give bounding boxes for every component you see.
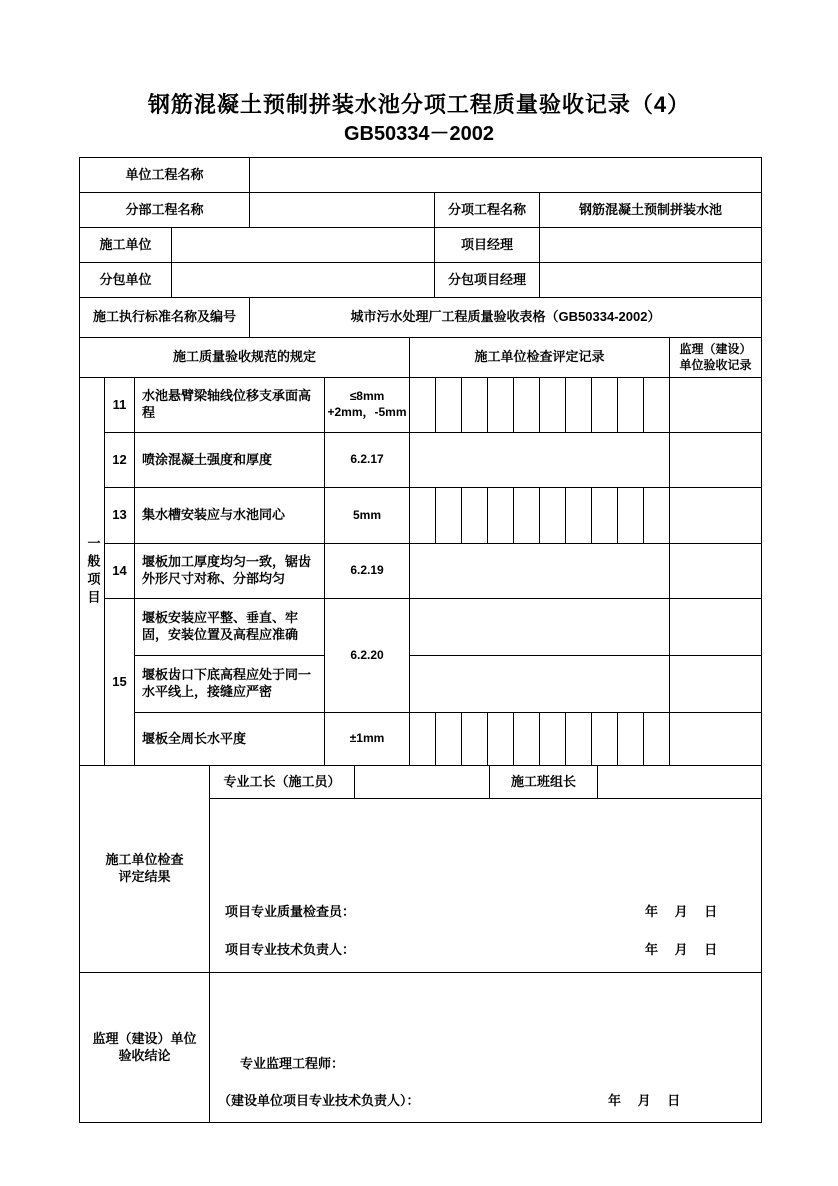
check-cell[interactable] — [644, 488, 669, 543]
item-11-tolerance-line1: ≤8mm — [349, 389, 385, 404]
check-cell[interactable] — [540, 378, 566, 432]
item-15c-tolerance: ±1mm — [325, 713, 410, 766]
technical-director-date: 年 月 日 — [645, 942, 718, 957]
check-cell[interactable] — [462, 713, 488, 765]
check-cell[interactable] — [592, 378, 618, 432]
supervision-engineer-label: 专业监理工程师： — [240, 1056, 345, 1071]
item-14-number: 14 — [105, 544, 135, 599]
item-15a-description: 堰板安装应平整、垂直、牢固，安装位置及高程应准确 — [135, 599, 325, 656]
unit-project-label: 单位工程名称 — [80, 158, 250, 193]
check-cell[interactable] — [514, 378, 540, 432]
item-15a-acceptance-field[interactable] — [670, 599, 762, 656]
check-cell[interactable] — [566, 713, 592, 765]
item-15b-description: 堰板齿口下底高程应处于同一水平线上，接缝应严密 — [135, 656, 325, 713]
item-15-number: 15 — [105, 599, 135, 766]
supervision-label-line1: 监理（建设）单位 — [92, 1030, 197, 1046]
construction-unit-label: 施工单位 — [80, 228, 172, 263]
header-check-column: 施工单位检查评定记录 — [410, 338, 670, 378]
check-cell[interactable] — [462, 378, 488, 432]
check-cell[interactable] — [514, 713, 540, 765]
check-cell[interactable] — [488, 713, 514, 765]
division-project-field[interactable] — [250, 193, 435, 228]
category-general-items — [80, 378, 105, 766]
category-label: 一般项目 — [85, 535, 101, 608]
evaluation-label-line2: 评定结果 — [118, 869, 171, 884]
check-cell[interactable] — [410, 488, 436, 543]
check-cell[interactable] — [436, 378, 462, 432]
item-15b-check-field[interactable] — [410, 656, 670, 713]
check-cell[interactable] — [566, 378, 592, 432]
item-11-description: 水池悬臂梁轴线位移支承面高程 — [135, 378, 325, 433]
item-15b-acceptance-field[interactable] — [670, 656, 762, 713]
subcontract-manager-field[interactable] — [540, 263, 762, 298]
supervision-section-label — [80, 973, 210, 1123]
item-13-number: 13 — [105, 488, 135, 544]
technical-director-label: 项目专业技术负责人： — [225, 942, 356, 957]
item-15c-description: 堰板全周长水平度 — [135, 713, 325, 766]
item-12-number: 12 — [105, 433, 135, 488]
item-14-description: 堰板加工厚度均匀一致，锯齿外形尺寸对称、分部均匀 — [135, 544, 325, 599]
supervision-conclusion-area[interactable] — [210, 973, 762, 1123]
header-supervision-column — [670, 338, 762, 378]
item-14-clause: 6.2.19 — [325, 544, 410, 599]
evaluation-section-label — [80, 766, 210, 973]
item-12-clause: 6.2.17 — [325, 433, 410, 488]
item-15ab-clause: 6.2.20 — [325, 599, 410, 713]
item-12-acceptance-field[interactable] — [670, 433, 762, 488]
item-11-tolerance — [325, 378, 410, 433]
division-project-label: 分部工程名称 — [80, 193, 250, 228]
item-12-description: 喷涂混凝土强度和厚度 — [135, 433, 325, 488]
subcontract-unit-field[interactable] — [172, 263, 435, 298]
check-cell[interactable] — [644, 713, 669, 765]
check-cell[interactable] — [618, 713, 644, 765]
unit-project-field[interactable] — [250, 158, 762, 193]
supervision-date: 年 月 日 — [608, 1093, 681, 1108]
check-cell[interactable] — [410, 378, 436, 432]
check-cell[interactable] — [488, 488, 514, 543]
item-15a-check-field[interactable] — [410, 599, 670, 656]
crew-leader-signature-field[interactable] — [598, 766, 762, 799]
check-cell[interactable] — [592, 713, 618, 765]
subitem-project-label: 分项工程名称 — [435, 193, 540, 228]
check-cell[interactable] — [410, 713, 436, 765]
item-15c-check-cells — [410, 713, 670, 766]
construction-unit-field[interactable] — [172, 228, 435, 263]
form-standard-code: GB50334－2002 — [343, 123, 495, 145]
check-cell[interactable] — [592, 488, 618, 543]
item-11-acceptance-field[interactable] — [670, 378, 762, 433]
item-15c-acceptance-field[interactable] — [670, 713, 762, 766]
subcontract-unit-label: 分包单位 — [80, 263, 172, 298]
form-title: 钢筋混凝土预制拼装水池分项工程质量验收记录（4） — [147, 92, 691, 117]
item-13-description: 集水槽安装应与水池同心 — [135, 488, 325, 544]
header-supervision-line1: 监理（建设） — [679, 341, 752, 356]
check-cell[interactable] — [566, 488, 592, 543]
item-13-acceptance-field[interactable] — [670, 488, 762, 544]
check-cell[interactable] — [514, 488, 540, 543]
owner-director-label: （建设单位项目专业技术负责人）： — [218, 1093, 420, 1108]
check-cell[interactable] — [436, 488, 462, 543]
quality-inspector-date: 年 月 日 — [645, 904, 718, 919]
foreman-signature-field[interactable] — [355, 766, 490, 799]
check-cell[interactable] — [618, 488, 644, 543]
item-11-tolerance-line2: +2mm，-5mm — [327, 405, 407, 419]
form-table — [79, 157, 762, 1123]
item-14-check-field[interactable] — [410, 544, 670, 599]
header-spec-column: 施工质量验收规范的规定 — [80, 338, 410, 378]
check-cell[interactable] — [618, 378, 644, 432]
check-cell[interactable] — [540, 713, 566, 765]
item-13-check-cells — [410, 488, 670, 544]
supervision-label-line2: 验收结论 — [118, 1047, 171, 1063]
check-cell[interactable] — [644, 378, 669, 432]
check-cell[interactable] — [540, 488, 566, 543]
item-14-acceptance-field[interactable] — [670, 544, 762, 599]
standard-value: 城市污水处理厂工程质量验收表格（GB50334-2002） — [250, 298, 762, 338]
item-13-tolerance: 5mm — [325, 488, 410, 544]
check-cell[interactable] — [436, 713, 462, 765]
check-cell[interactable] — [488, 378, 514, 432]
subcontract-manager-label: 分包项目经理 — [435, 263, 540, 298]
evaluation-result-area[interactable] — [210, 799, 762, 973]
quality-inspector-label: 项目专业质量检查员： — [225, 904, 356, 919]
header-supervision-line2: 单位验收记录 — [679, 357, 752, 372]
item-12-check-field[interactable] — [410, 433, 670, 488]
crew-leader-label: 施工班组长 — [490, 766, 598, 799]
project-manager-label: 项目经理 — [435, 228, 540, 263]
standard-label: 施工执行标准名称及编号 — [80, 298, 250, 338]
item-11-check-cells — [410, 378, 670, 433]
evaluation-label-line1: 施工单位检查 — [105, 852, 184, 868]
foreman-label: 专业工长（施工员） — [210, 766, 355, 799]
project-manager-field[interactable] — [540, 228, 762, 263]
check-cell[interactable] — [462, 488, 488, 543]
item-11-number: 11 — [105, 378, 135, 433]
subitem-project-value: 钢筋混凝土预制拼装水池 — [540, 193, 762, 228]
